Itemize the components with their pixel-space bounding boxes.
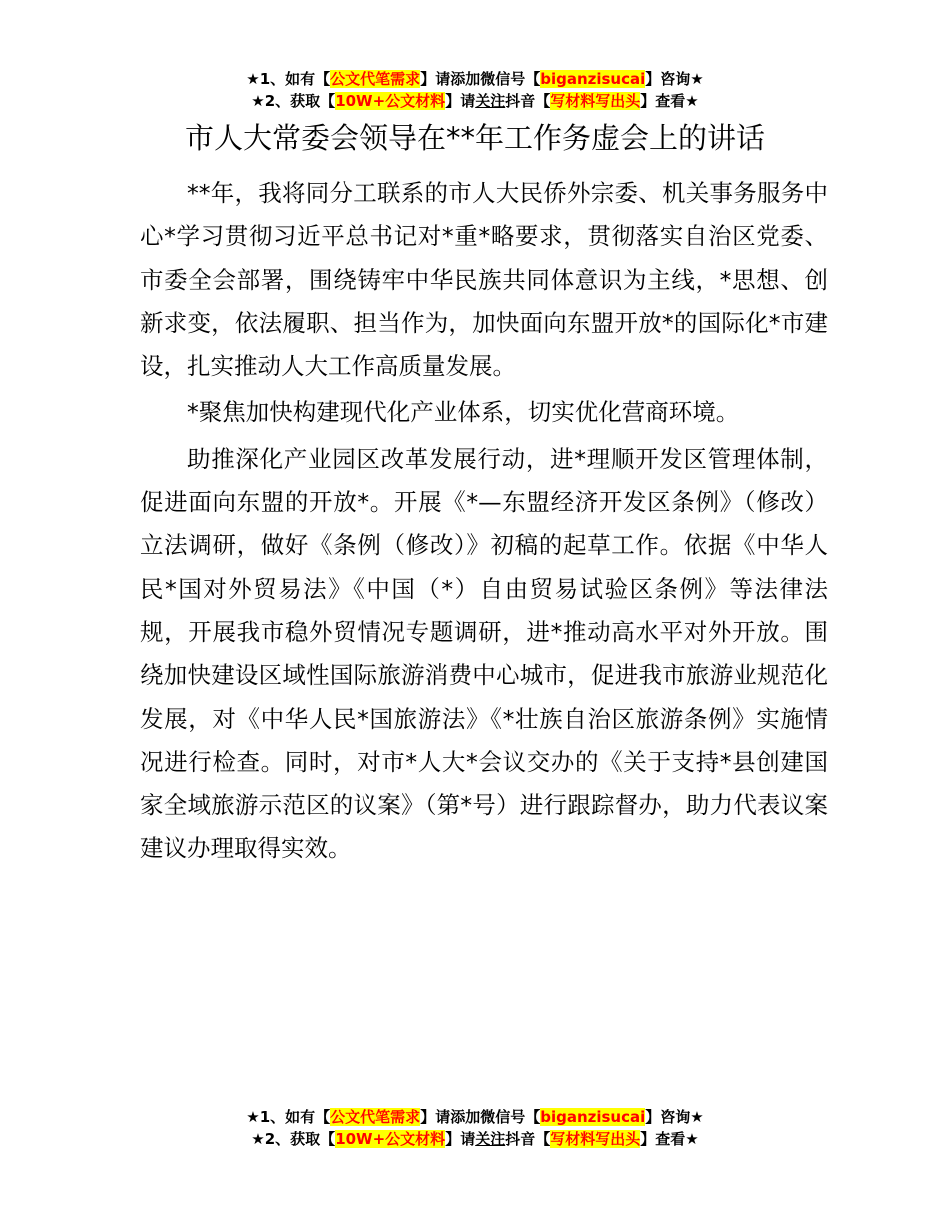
header-promo-banner — [0, 68, 950, 112]
promo-text: 】咨询★ — [645, 1108, 704, 1126]
promo-text: ★2、获取【 — [251, 1130, 336, 1148]
promo-text: ★2、获取【 — [251, 92, 336, 110]
document-body — [140, 172, 828, 871]
body-paragraph: *聚焦加快构建现代化产业体系，切实优化营商环境。 — [187, 398, 740, 427]
promo-highlight-materials: 10W+公文材料 — [335, 1130, 446, 1148]
promo-line-1 — [0, 1106, 950, 1128]
document-title: 市人大常委会领导在**年工作务虚会上的讲话 — [184, 121, 765, 155]
promo-text: 】咨询★ — [645, 70, 704, 88]
body-paragraph: 助推深化产业园区改革发展行动，进*理顺开发区管理体制，促进面向东盟的开放*。开展《*—东盟经济开发区条例》（修改）立法调研，做好《条例（修改）》初稿的起草工作。依据《中华人民*国对外贸易法》《中国（*）自由贸易试验区条例》等法律法规，开展我市稳外贸情况专题调研，进*推动高水平对外开放。围绕加快建设区域性国际旅游消费中心城市，促进我市旅游业规范化发展，对《中华人民*国旅游法》《*壮族自治区旅游条例》实施情况进行检查。同时，对市*人大*会议交办的《关于支持*县创建国家全域旅游示范区的议案》（第*号）进行跟踪督办，助力代表议案建议办理取得实效。 — [140, 444, 828, 863]
promo-highlight-wechat-id: biganzisucai — [540, 1108, 646, 1126]
promo-text: ★1、如有【 — [246, 70, 331, 88]
promo-text: 】查看★ — [640, 92, 699, 110]
promo-highlight-service: 公文代笔需求 — [330, 1108, 421, 1126]
promo-text: 】请 — [445, 92, 476, 110]
promo-highlight-wechat-id: biganzisucai — [540, 70, 646, 88]
promo-line-2 — [0, 90, 950, 112]
promo-text: 抖音【 — [505, 92, 551, 110]
promo-text: 】请添加微信号【 — [420, 70, 541, 88]
promo-highlight-materials: 10W+公文材料 — [335, 92, 446, 110]
footer-promo-banner — [0, 1106, 950, 1150]
promo-text: ★1、如有【 — [246, 1108, 331, 1126]
promo-text: 】查看★ — [640, 1130, 699, 1148]
promo-highlight-service: 公文代笔需求 — [330, 70, 421, 88]
promo-text: 抖音【 — [505, 1130, 551, 1148]
promo-line-2 — [0, 1128, 950, 1150]
promo-underlined-follow: 关注 — [475, 1130, 506, 1148]
promo-underlined-follow: 关注 — [475, 92, 506, 110]
promo-line-1 — [0, 68, 950, 90]
promo-highlight-douyin: 写材料写出头 — [550, 1130, 641, 1148]
promo-text: 】请 — [445, 1130, 476, 1148]
promo-highlight-douyin: 写材料写出头 — [550, 92, 641, 110]
promo-text: 】请添加微信号【 — [420, 1108, 541, 1126]
body-paragraph: **年，我将同分工联系的市人大民侨外宗委、机关事务服务中心*学习贯彻习近平总书记对*重*略要求，贯彻落实自治区党委、市委全会部署，围绕铸牢中华民族共同体意识为主线，*思想、创新求变，依法履职、担当作为，加快面向东盟开放*的国际化*市建设，扎实推动人大工作高质量发展。 — [140, 179, 828, 381]
